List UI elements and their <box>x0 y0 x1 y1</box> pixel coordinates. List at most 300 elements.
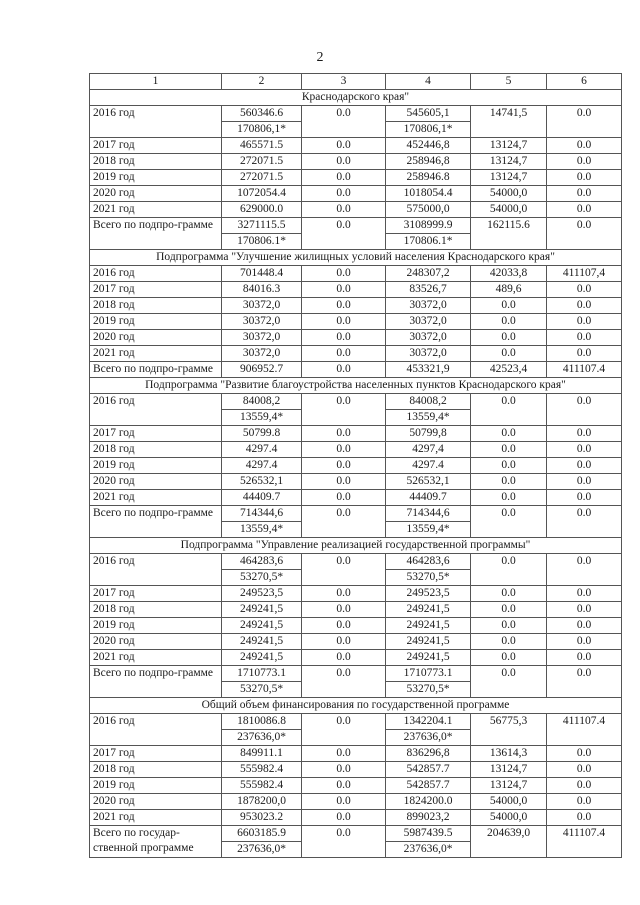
table-row <box>90 506 622 538</box>
value-cell-c5 <box>471 218 547 250</box>
cell-value: 0.0 <box>576 747 592 759</box>
cell-value: 453321,9 <box>406 363 450 375</box>
cell-value: 489,6 <box>495 283 522 295</box>
value-cell-c2 <box>222 154 302 170</box>
value-cell-c4 <box>386 298 471 314</box>
value-cell-c4 <box>386 362 471 378</box>
value-cell-c5 <box>471 666 547 698</box>
value-cell-c2 <box>222 442 302 458</box>
cell-subvalue: 237636,0* <box>386 729 470 745</box>
value-cell-c6 <box>547 362 622 378</box>
value-cell-c5 <box>471 602 547 618</box>
value-cell-c4 <box>386 458 471 474</box>
value-cell-c3 <box>302 474 386 490</box>
table-row <box>90 170 622 186</box>
cell-value: 0.0 <box>501 395 516 407</box>
cell-value: 0.0 <box>336 203 351 215</box>
cell-value: 0.0 <box>336 107 351 119</box>
row-label: 2021 год <box>93 811 135 823</box>
row-label: Всего по государ-ственной программе <box>93 827 194 854</box>
cell-value: 1810086.8 <box>237 715 286 727</box>
cell-value: 0.0 <box>576 395 592 407</box>
column-header: 3 <box>302 74 386 90</box>
value-cell-c4 <box>386 666 471 698</box>
cell-value: 0.0 <box>576 283 592 295</box>
value-cell-c4 <box>386 586 471 602</box>
row-label-cell <box>90 602 222 618</box>
table-row <box>90 554 622 586</box>
cell-value: 545605,1 <box>406 107 450 119</box>
cell-value: 555982.4 <box>239 779 284 791</box>
column-header: 5 <box>471 74 547 90</box>
value-cell-c6 <box>547 586 622 602</box>
cell-value: 0.0 <box>501 667 516 679</box>
value-cell-c4 <box>386 778 471 794</box>
row-label-cell <box>90 810 222 826</box>
column-header: 6 <box>547 74 622 90</box>
value-cell-c2 <box>222 810 302 826</box>
value-cell-c4 <box>386 602 471 618</box>
cell-value: 30372,0 <box>409 331 447 343</box>
value-cell-c3 <box>302 202 386 218</box>
cell-value: 0.0 <box>336 443 351 455</box>
row-label: 2016 год <box>93 267 135 279</box>
value-cell-c5 <box>471 762 547 778</box>
value-cell-c6 <box>547 474 622 490</box>
row-label-cell <box>90 170 222 186</box>
row-label-cell <box>90 618 222 634</box>
value-cell-c6 <box>547 602 622 618</box>
cell-value: 464283,6 <box>406 555 450 567</box>
value-cell-c6 <box>547 346 622 362</box>
cell-value: 0.0 <box>576 427 592 439</box>
table-row <box>90 746 622 762</box>
value-cell-c2 <box>222 490 302 506</box>
table-row <box>90 810 622 826</box>
value-cell-c6 <box>547 762 622 778</box>
cell-value: 526532,1 <box>239 475 284 487</box>
value-cell-c3 <box>302 266 386 282</box>
table-row <box>90 266 622 282</box>
value-cell-c2 <box>222 618 302 634</box>
value-cell-c2 <box>222 474 302 490</box>
section-title-row <box>90 378 622 394</box>
cell-value: 0.0 <box>576 619 592 631</box>
cell-value: 849911.1 <box>240 747 283 759</box>
column-number-row <box>90 74 622 90</box>
value-cell-c3 <box>302 586 386 602</box>
table-row <box>90 762 622 778</box>
cell-subvalue: 170806,1* <box>386 121 470 137</box>
row-label: 2016 год <box>93 395 135 407</box>
value-cell-c2 <box>222 554 302 586</box>
cell-value: 0.0 <box>336 283 351 295</box>
cell-value: 0.0 <box>336 827 351 839</box>
value-cell-c3 <box>302 458 386 474</box>
page-number: 2 <box>316 50 324 65</box>
row-label-cell <box>90 298 222 314</box>
cell-value: 0.0 <box>336 667 351 679</box>
value-cell-c5 <box>471 266 547 282</box>
cell-value: 714344,6 <box>406 507 450 519</box>
table-row <box>90 442 622 458</box>
value-cell-c6 <box>547 186 622 202</box>
cell-value: 0.0 <box>576 299 592 311</box>
row-label: 2018 год <box>93 763 135 775</box>
cell-value: 83526,7 <box>409 283 447 295</box>
row-label: Всего по подпро-грамме <box>93 507 213 519</box>
cell-value: 0.0 <box>336 459 351 471</box>
row-label-cell <box>90 106 222 138</box>
table-row <box>90 298 622 314</box>
cell-value: 13124,7 <box>489 779 528 791</box>
value-cell-c5 <box>471 282 547 298</box>
cell-value: 0.0 <box>336 795 351 807</box>
cell-value: 3108999.9 <box>403 219 453 231</box>
table-row <box>90 426 622 442</box>
value-cell-c2 <box>222 826 302 858</box>
cell-subvalue: 53270,5* <box>222 681 301 697</box>
value-cell-c2 <box>222 426 302 442</box>
cell-value: 42523,4 <box>489 363 528 375</box>
cell-value: 5987439.5 <box>403 827 453 839</box>
cell-value: 13124,7 <box>489 155 528 167</box>
financing-table <box>89 73 622 858</box>
value-cell-c6 <box>547 426 622 442</box>
cell-value: 0.0 <box>576 315 592 327</box>
value-cell-c6 <box>547 666 622 698</box>
value-cell-c3 <box>302 826 386 858</box>
table-row <box>90 458 622 474</box>
value-cell-c5 <box>471 442 547 458</box>
cell-value: 4297.4 <box>245 459 278 471</box>
cell-value: 162115.6 <box>487 219 530 231</box>
cell-value: 30372,0 <box>242 331 281 343</box>
cell-value: 0.0 <box>336 715 351 727</box>
value-cell-c3 <box>302 554 386 586</box>
cell-value: 0.0 <box>576 187 592 199</box>
cell-value: 629000.0 <box>239 203 284 215</box>
cell-value: 0.0 <box>501 635 516 647</box>
row-label: 2017 год <box>93 587 135 599</box>
row-label-cell <box>90 474 222 490</box>
cell-value: 258946.8 <box>406 171 450 183</box>
row-label-cell <box>90 346 222 362</box>
cell-value: 249241,5 <box>406 635 450 647</box>
row-label-cell <box>90 154 222 170</box>
cell-value: 0.0 <box>501 443 516 455</box>
cell-value: 272071.5 <box>239 155 284 167</box>
value-cell-c6 <box>547 314 622 330</box>
table-row <box>90 138 622 154</box>
row-label: Всего по подпро-грамме <box>93 219 213 231</box>
value-cell-c4 <box>386 330 471 346</box>
value-cell-c4 <box>386 442 471 458</box>
table-row <box>90 314 622 330</box>
cell-value: 0.0 <box>336 267 351 279</box>
row-label-cell <box>90 266 222 282</box>
value-cell-c4 <box>386 810 471 826</box>
value-cell-c6 <box>547 394 622 426</box>
value-cell-c2 <box>222 746 302 762</box>
value-cell-c4 <box>386 826 471 858</box>
table-row <box>90 666 622 698</box>
value-cell-c4 <box>386 282 471 298</box>
value-cell-c2 <box>222 282 302 298</box>
value-cell-c4 <box>386 650 471 666</box>
row-label: 2020 год <box>93 331 135 343</box>
value-cell-c3 <box>302 362 386 378</box>
row-label: 2018 год <box>93 299 135 311</box>
cell-value: 1342204.1 <box>403 715 453 727</box>
row-label-cell <box>90 442 222 458</box>
cell-value: 0.0 <box>501 603 516 615</box>
cell-subvalue: 170806.1* <box>386 233 470 249</box>
cell-value: 0.0 <box>336 299 351 311</box>
value-cell-c4 <box>386 490 471 506</box>
value-cell-c5 <box>471 810 547 826</box>
value-cell-c5 <box>471 618 547 634</box>
row-label-cell <box>90 362 222 378</box>
cell-value: 411107.4 <box>562 715 606 727</box>
row-label-cell <box>90 506 222 538</box>
value-cell-c4 <box>386 394 471 426</box>
cell-value: 555982.4 <box>239 763 284 775</box>
value-cell-c4 <box>386 154 471 170</box>
cell-value: 0.0 <box>501 587 516 599</box>
section-title: Подпрограмма "Управление реализацией государственной программы" <box>90 538 622 554</box>
table-row <box>90 618 622 634</box>
cell-value: 0.0 <box>501 491 516 503</box>
cell-value: 1018054.4 <box>403 187 453 199</box>
cell-value: 0.0 <box>576 331 592 343</box>
cell-value: 0.0 <box>576 779 592 791</box>
cell-value: 0.0 <box>576 171 592 183</box>
cell-value: 0.0 <box>576 219 592 231</box>
value-cell-c3 <box>302 602 386 618</box>
cell-subvalue: 170806,1* <box>222 121 301 137</box>
value-cell-c3 <box>302 794 386 810</box>
value-cell-c3 <box>302 138 386 154</box>
value-cell-c3 <box>302 506 386 538</box>
value-cell-c3 <box>302 810 386 826</box>
section-title-row <box>90 90 622 106</box>
cell-value: 0.0 <box>336 347 351 359</box>
cell-value: 0.0 <box>576 667 592 679</box>
value-cell-c5 <box>471 362 547 378</box>
value-cell-c2 <box>222 778 302 794</box>
value-cell-c3 <box>302 746 386 762</box>
cell-value: 0.0 <box>576 203 592 215</box>
value-cell-c6 <box>547 778 622 794</box>
value-cell-c5 <box>471 314 547 330</box>
value-cell-c2 <box>222 650 302 666</box>
value-cell-c6 <box>547 138 622 154</box>
cell-value: 0.0 <box>576 155 592 167</box>
cell-value: 4297,4 <box>412 443 444 455</box>
row-label: 2019 год <box>93 315 135 327</box>
value-cell-c5 <box>471 650 547 666</box>
cell-value: 411107.4 <box>562 363 606 375</box>
cell-value: 249241,5 <box>239 619 284 631</box>
cell-value: 13124,7 <box>489 139 528 151</box>
value-cell-c5 <box>471 186 547 202</box>
value-cell-c6 <box>547 490 622 506</box>
cell-value: 248307,2 <box>406 267 450 279</box>
cell-value: 0.0 <box>501 331 516 343</box>
row-label-cell <box>90 138 222 154</box>
cell-value: 0.0 <box>336 395 351 407</box>
cell-value: 0.0 <box>576 635 592 647</box>
value-cell-c5 <box>471 634 547 650</box>
value-cell-c2 <box>222 506 302 538</box>
row-label: 2018 год <box>93 155 135 167</box>
value-cell-c2 <box>222 106 302 138</box>
row-label: 2020 год <box>93 475 135 487</box>
table-row <box>90 346 622 362</box>
cell-value: 30372,0 <box>242 347 281 359</box>
value-cell-c4 <box>386 314 471 330</box>
section-title-row <box>90 250 622 266</box>
value-cell-c5 <box>471 586 547 602</box>
table-row <box>90 586 622 602</box>
cell-value: 44409.7 <box>242 491 281 503</box>
cell-subvalue: 13559,4* <box>222 521 301 537</box>
cell-subvalue: 13559,4* <box>386 409 470 425</box>
cell-value: 1710773.1 <box>237 667 286 679</box>
row-label: 2016 год <box>93 107 135 119</box>
value-cell-c2 <box>222 266 302 282</box>
value-cell-c2 <box>222 458 302 474</box>
value-cell-c3 <box>302 186 386 202</box>
value-cell-c4 <box>386 186 471 202</box>
row-label: 2018 год <box>93 603 135 615</box>
value-cell-c6 <box>547 282 622 298</box>
value-cell-c4 <box>386 426 471 442</box>
section-title: Подпрограмма "Улучшение жилищных условий населения Краснодарского края" <box>90 250 622 266</box>
value-cell-c4 <box>386 106 471 138</box>
value-cell-c5 <box>471 778 547 794</box>
table-row <box>90 154 622 170</box>
cell-value: 836296,8 <box>406 747 450 759</box>
cell-value: 0.0 <box>576 491 592 503</box>
cell-value: 953023.2 <box>239 811 284 823</box>
value-cell-c6 <box>547 506 622 538</box>
value-cell-c2 <box>222 298 302 314</box>
row-label: 2017 год <box>93 283 135 295</box>
value-cell-c3 <box>302 426 386 442</box>
row-label: 2020 год <box>93 635 135 647</box>
cell-value: 1072054.4 <box>237 187 286 199</box>
row-label-cell <box>90 394 222 426</box>
cell-value: 0.0 <box>576 587 592 599</box>
cell-value: 411107.4 <box>562 827 606 839</box>
row-label: Всего по подпро-грамме <box>93 667 213 679</box>
row-label: 2020 год <box>93 795 135 807</box>
table-row <box>90 650 622 666</box>
value-cell-c2 <box>222 762 302 778</box>
value-cell-c4 <box>386 554 471 586</box>
row-label-cell <box>90 762 222 778</box>
value-cell-c2 <box>222 218 302 250</box>
value-cell-c5 <box>471 138 547 154</box>
cell-value: 4297.4 <box>412 459 444 471</box>
cell-value: 0.0 <box>336 747 351 759</box>
cell-value: 714344,6 <box>239 507 284 519</box>
cell-value: 0.0 <box>336 619 351 631</box>
value-cell-c5 <box>471 106 547 138</box>
cell-value: 0.0 <box>336 427 351 439</box>
value-cell-c3 <box>302 778 386 794</box>
cell-subvalue: 170806.1* <box>222 233 301 249</box>
cell-value: 30372,0 <box>409 347 447 359</box>
value-cell-c3 <box>302 666 386 698</box>
cell-value: 0.0 <box>336 139 351 151</box>
row-label: 2019 год <box>93 459 135 471</box>
value-cell-c6 <box>547 794 622 810</box>
value-cell-c6 <box>547 170 622 186</box>
cell-value: 542857.7 <box>406 779 450 791</box>
cell-value: 0.0 <box>576 811 592 823</box>
value-cell-c3 <box>302 634 386 650</box>
value-cell-c6 <box>547 298 622 314</box>
cell-value: 50799,8 <box>409 427 447 439</box>
cell-value: 0.0 <box>576 651 592 663</box>
cell-value: 0.0 <box>501 651 516 663</box>
cell-value: 50799.8 <box>242 427 281 439</box>
cell-value: 0.0 <box>336 171 351 183</box>
row-label-cell <box>90 282 222 298</box>
value-cell-c5 <box>471 794 547 810</box>
table-row <box>90 362 622 378</box>
value-cell-c6 <box>547 442 622 458</box>
value-cell-c4 <box>386 714 471 746</box>
cell-value: 54000,0 <box>489 187 528 199</box>
table-row <box>90 106 622 138</box>
value-cell-c2 <box>222 362 302 378</box>
cell-subvalue: 53270,5* <box>386 681 470 697</box>
cell-value: 899023,2 <box>406 811 450 823</box>
cell-value: 249241,5 <box>239 651 284 663</box>
row-label: 2017 год <box>93 747 135 759</box>
cell-value: 0.0 <box>336 363 351 375</box>
value-cell-c4 <box>386 266 471 282</box>
value-cell-c6 <box>547 650 622 666</box>
row-label-cell <box>90 778 222 794</box>
table-row <box>90 218 622 250</box>
value-cell-c6 <box>547 810 622 826</box>
column-header: 4 <box>386 74 471 90</box>
cell-value: 0.0 <box>336 331 351 343</box>
value-cell-c3 <box>302 618 386 634</box>
value-cell-c5 <box>471 554 547 586</box>
value-cell-c2 <box>222 138 302 154</box>
column-header: 2 <box>222 74 302 90</box>
value-cell-c5 <box>471 714 547 746</box>
cell-value: 56775,3 <box>489 715 528 727</box>
section-title: Подпрограмма "Развитие благоустройства населенных пунктов Краснодарского края" <box>90 378 622 394</box>
cell-value: 526532,1 <box>406 475 450 487</box>
cell-subvalue: 237636,0* <box>222 729 301 745</box>
row-label-cell <box>90 826 222 858</box>
cell-value: 13614,3 <box>489 747 528 759</box>
value-cell-c6 <box>547 714 622 746</box>
cell-value: 0.0 <box>336 475 351 487</box>
row-label-cell <box>90 426 222 442</box>
value-cell-c5 <box>471 826 547 858</box>
table-row <box>90 186 622 202</box>
table-row <box>90 634 622 650</box>
